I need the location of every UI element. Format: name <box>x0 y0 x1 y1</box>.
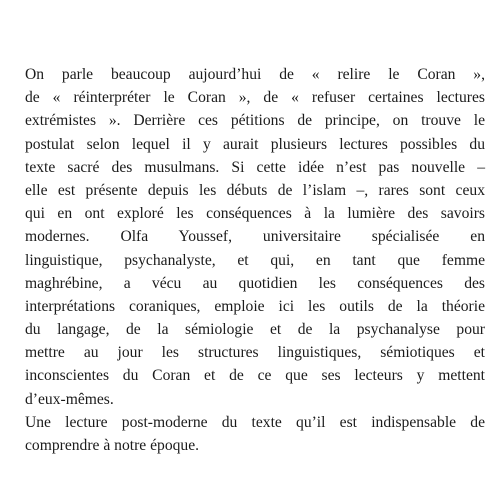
text-line: modernes. Olfa Youssef, universitaire spécialisée en <box>25 228 485 246</box>
text-line: qui en ont exploré les conséquences à la lumière des savoirs <box>25 205 485 223</box>
text-line: comprendre à notre époque. <box>25 437 200 454</box>
text-line: On parle beaucoup aujourd’hui de « relire le Coran », <box>25 66 485 83</box>
text-line: mettre au jour les structures linguistiques, sémiotiques et <box>25 344 485 362</box>
text-line: de « réinterpréter le Coran », de « refuser certaines lectures <box>25 89 485 107</box>
text-line: elle est présente depuis les débuts de l’islam –, rares sont ceux <box>25 181 485 199</box>
text-line: Une lecture post-moderne du texte qu’il est indispensable de <box>25 413 485 431</box>
text-line: extrémistes ». Derrière ces pétitions de principe, on trouve le <box>25 112 485 130</box>
text-line: postulat selon lequel il y aurait plusieurs lectures possibles du <box>25 135 485 153</box>
text-line: d’eux-mêmes. <box>25 390 114 408</box>
text-line: texte sacré des musulmans. Si cette idée n’est pas nouvelle – <box>25 158 485 176</box>
text-line: interprétations coraniques, emploie ici les outils de la théorie <box>25 297 485 315</box>
text-line: linguistique, psychanalyste, et qui, en tant que femme <box>25 251 485 269</box>
body-text <box>25 63 485 457</box>
text-line: inconscientes du Coran et de ce que ses lecteurs y mettent <box>25 367 485 385</box>
text-line: du langage, de la sémiologie et de la psychanalyse pour <box>25 321 485 339</box>
text-line: maghrébine, a vécu au quotidien les conséquences des <box>25 274 485 292</box>
